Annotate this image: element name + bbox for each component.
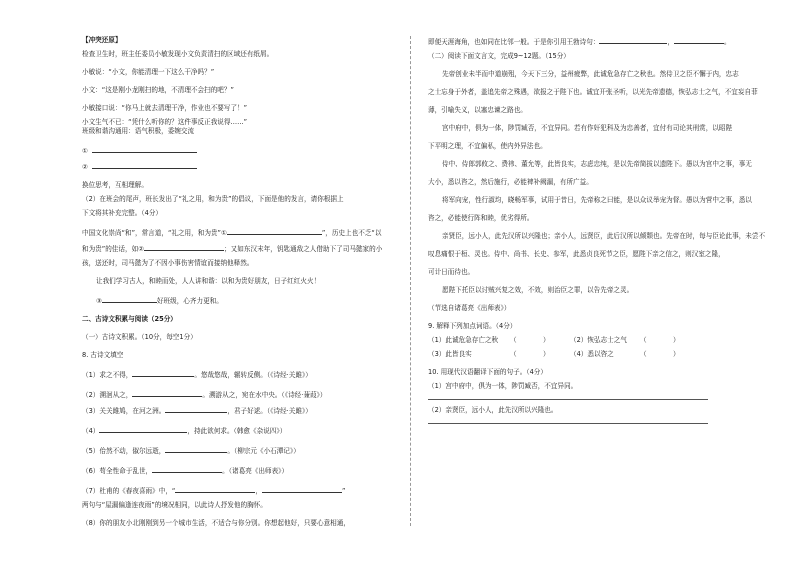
- question-2-text: （2）在班会的尾声，班长发出了“礼之用，和为贵”的倡议，下面是他的发言，请你根据上: [82, 195, 344, 203]
- section-tag: 【冲突还原】: [82, 36, 122, 44]
- answer-blank[interactable]: [165, 405, 227, 413]
- dialogue-line: 小敏说：“小文，你能清理一下这么干净吗？”: [82, 68, 215, 76]
- answer-blank[interactable]: [132, 369, 194, 377]
- dialogue-line: 小文：“这是刚小龙刚扫的地，不清理不会扫的吧？”: [82, 86, 234, 94]
- passage-line: 将军向宠，性行淑均，晓畅军事，试用于昔日，先帝称之曰能，是以众议举宠为督。愚以为营中之事，悉以: [442, 196, 752, 204]
- passage-line: 愿陛下托臣以讨贼兴复之效，不效，则治臣之罪，以告先帝之灵。: [442, 286, 634, 294]
- answer-blank[interactable]: [152, 465, 222, 473]
- passage-line: 可计日而待也。: [428, 268, 475, 276]
- answer-blank[interactable]: [99, 425, 187, 433]
- right-column: [428, 36, 766, 430]
- answer-blank[interactable]: [165, 445, 227, 453]
- fill-line: （8）你的朋友小北刚刚到另一个城市生活，不适合与你分别。你想起他好，只要心意相通，: [82, 519, 350, 527]
- answer-blank[interactable]: [262, 485, 342, 493]
- subsection-heading: （一）古诗文积累。（10分，每空1分）: [82, 333, 197, 341]
- fill-line: （7）杜甫的《春夜喜雨》中，“ ， ”: [82, 487, 346, 495]
- answer-line-1: ①: [82, 145, 404, 156]
- passage-line: 先帝创业未半而中道崩殂，今天下三分，益州疲弊，此诚危急存亡之秋也。然侍卫之臣不懈于内，忠志: [442, 70, 739, 78]
- question-2-text: 中国文化崇尚“和”，常言道，“礼之用，和为贵”① ”，历史上也不乏“以: [82, 229, 382, 237]
- fill-line: 即便天涯海角，也如同在比邻一般。于是你引用王勃诗句： ， 。: [428, 38, 731, 46]
- dialogue-line: 小敏接口说：“你马上就去清理干净，作业也不要写了！”: [82, 104, 248, 112]
- passage-line: 侍中、侍郎郭攸之、费祎、董允等，此皆良实，志虑忠纯，是以先帝简拔以遗陛下。愚以为宫中之事，事无: [442, 160, 752, 168]
- question-9-row: （3）此皆良实 （ ） （4）悉以咨之 （ ）: [428, 350, 680, 358]
- summary-line: 换位思考，互相理解。: [82, 181, 148, 189]
- analysis-line: 班级和谐沟通用：语气积极，委婉交流: [82, 127, 195, 135]
- passage-source: （节选自诸葛亮《出师表》）: [428, 304, 511, 312]
- question-10-item: （2）亲贤臣，远小人，此先汉所以兴隆也。: [428, 406, 558, 414]
- passage-line: 薄，引喻失义，以塞忠谏之路也。: [428, 106, 527, 114]
- fill-line: （1）求之不得， 。悠哉悠哉，辗转反侧。（《诗经·关雎》）: [82, 371, 312, 379]
- answer-blank[interactable]: [674, 36, 724, 44]
- question-2-text: 孩，送还时，司马懿为了不因小事伤害情谊而接纳他释然。: [82, 259, 254, 267]
- passage-line: 亲贤臣，远小人，此先汉所以兴隆也；亲小人，远贤臣，此后汉所以倾颓也。先帝在时，每与臣论此事，未尝不: [442, 232, 766, 240]
- fill-line: （2）溯洄从之， 。溯游从之，宛在水中央。（《诗经·蒹葭》）: [82, 391, 327, 399]
- answer-blank[interactable]: [144, 243, 224, 251]
- passage-line: 之士忘身于外者，盖追先帝之殊遇，欲报之于陛下也。诚宜开张圣听，以光先帝遗德，恢弘志士之气，不宜妄自菲: [428, 88, 758, 96]
- answer-blank[interactable]: [92, 161, 197, 169]
- subsection-heading: （二）阅读下面文言文，完成9~12题。（15分）: [428, 52, 570, 60]
- question-2-text: 让我们学习古人，和睦而处，人人讲和谐：以和为贵好朋友，日子红红火火！: [96, 277, 321, 285]
- passage-line: 大小，悉以咨之，然后施行，必能裨补阙漏，有所广益。: [428, 178, 593, 186]
- fill-line: （6）苟全性命于乱世， 。（诸葛亮《出师表》）: [82, 467, 289, 475]
- question-10-item: （1）宫中府中，俱为一体，陟罚臧否，不宜异同。: [428, 382, 578, 390]
- passage-line: 咨之，必能使行阵和睦，优劣得所。: [428, 214, 534, 222]
- question-9-row: （1）此诚危急存亡之秋 （ ） （2）恢弘志士之气 （ ）: [428, 336, 680, 344]
- left-column: [82, 36, 404, 528]
- passage-line: 宫中府中，俱为一体，陟罚臧否，不宜异同。若有作奸犯科及为忠善者，宜付有司论其刑赏，以昭陛: [442, 124, 733, 132]
- question-9-title: 9. 解释下列加点词语。（4分）: [428, 322, 517, 330]
- answer-blank[interactable]: [175, 485, 255, 493]
- answer-blank[interactable]: [132, 389, 202, 397]
- question-2-text: 下文将其补充完整。（4分）: [82, 209, 163, 217]
- answer-blank[interactable]: [227, 227, 322, 235]
- section-heading: 二、古诗文积累与阅读（25分）: [82, 315, 177, 323]
- answer-blank[interactable]: [599, 36, 667, 44]
- answer-blank[interactable]: [92, 145, 197, 153]
- answer-line-2: ②: [82, 161, 404, 172]
- answer-rule[interactable]: [428, 399, 708, 400]
- question-8-title: 8. 古诗文填空: [82, 351, 124, 359]
- fill-line: （5）佁然不动，俶尔远逝， 。（柳宗元《小石潭记》）: [82, 447, 300, 455]
- dialogue-line: 小文生气不已：“凭什么听你的？这件事反正我说得……”: [82, 118, 248, 126]
- answer-blank[interactable]: [102, 295, 157, 303]
- passage-line: 下平明之理，不宜偏私，使内外异法也。: [428, 142, 547, 150]
- question-2-text: 和为贵”的佳话，如② ；又如东汉末年，钥匙通敌之人借助下了司马懿家的小: [82, 245, 383, 253]
- fill-line: （4） ，持此欲何求。（韩愈《杂说四》）: [82, 427, 287, 435]
- fill-line: （3）关关雎鸠，在河之洲。 ，君子好逑。（《诗经·关雎》）: [82, 407, 312, 415]
- question-10-title: 10. 用现代汉语翻译下面的句子。（4分）: [428, 368, 547, 376]
- column-divider: [410, 36, 411, 526]
- fill-line: 两句与“屋漏偏逢连夜雨”的境况相同，以此诗人抒发他的胸怀。: [82, 501, 267, 509]
- passage-line: 叹息痛恨于桓、灵也。侍中、尚书、长史、参军，此悉贞良死节之臣，愿陛下亲之信之，则汉室之隆，: [428, 250, 725, 258]
- scenario-intro: 检查卫生时，班主任委员小敏发现小文负责清扫的区域还有纸屑。: [82, 50, 274, 58]
- answer-rule[interactable]: [428, 423, 708, 424]
- question-2-text: ③ 好班级，心齐力更和。: [96, 297, 223, 305]
